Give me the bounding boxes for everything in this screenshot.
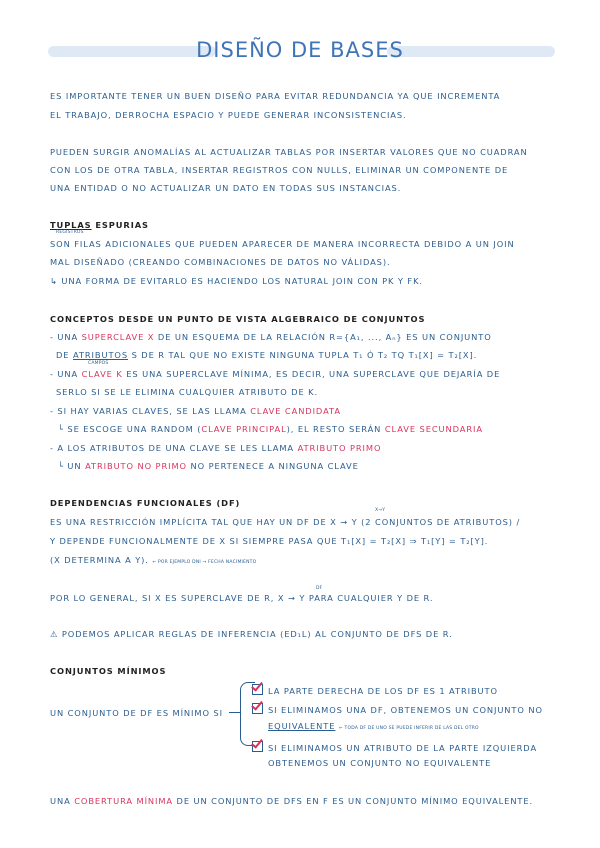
text: S DE R TAL QUE NO EXISTE NINGUNA TUPLA T₁ Ó T₂ TQ T₁[X] = T₂[X].	[131, 350, 478, 360]
clave-secundaria-term: CLAVE SECUNDARIA	[384, 424, 483, 434]
minimos-cond-3b: OBTENEMOS UN CONJUNTO NO EQUIVALENTE	[268, 758, 492, 768]
text: DE	[56, 350, 70, 360]
conceptos-line-b	[56, 351, 477, 359]
minimos-lead: UN CONJUNTO DE DF ES MÍNIMO SI	[50, 708, 223, 718]
minimos-cond-2	[252, 703, 543, 714]
minimos-cond-2b	[268, 722, 479, 732]
checkbox-checked-icon	[252, 703, 263, 714]
text: - A LOS ATRIBUTOS DE UNA CLAVE SE LES LLAMA	[50, 443, 295, 453]
df-arrow-note: X→Y	[375, 508, 386, 513]
conceptos-line-g	[50, 444, 381, 452]
tuplas-line-2: MAL DISEÑADO (CREANDO COMBINACIONES DE DATOS NO VÁLIDAS).	[50, 257, 391, 267]
checkbox-checked-icon	[252, 684, 263, 695]
text: - SI HAY VARIAS CLAVES, SE LAS LLAMA	[50, 406, 247, 416]
text: PODEMOS APLICAR REGLAS DE INFERENCIA (ED₁L) AL CONJUNTO DE DFS DE R.	[61, 629, 453, 639]
intro-line-2: EL TRABAJO, DERROCHA ESPACIO Y PUEDE GENERAR INCONSISTENCIAS.	[50, 110, 407, 120]
text: - UNA	[50, 369, 79, 379]
atributos-term: ATRIBUTOS	[72, 350, 129, 360]
tuplas-heading-word: TUPLAS	[50, 220, 92, 230]
text: LA PARTE DERECHA DE LOS DF ES 1 ATRIBUTO	[268, 686, 498, 696]
conceptos-line-e	[50, 407, 341, 415]
dependencias-heading: DEPENDENCIAS FUNCIONALES (DF)	[50, 498, 241, 508]
atributo-primo-term: ATRIBUTO PRIMO	[297, 443, 382, 453]
brace-tick	[229, 712, 240, 713]
intro-line-1: ES IMPORTANTE TENER UN BUEN DISEÑO PARA EVITAR REDUNDANCIA YA QUE INCREMENTA	[50, 91, 501, 101]
text: ), EL RESTO SERÁN	[286, 424, 382, 434]
text: - UNA	[50, 332, 79, 342]
conceptos-line-d: SERLO SI SE LE ELIMINA CUALQUIER ATRIBUTO DE K.	[56, 387, 319, 397]
atributo-no-primo-term: ATRIBUTO NO PRIMO	[85, 461, 187, 471]
text: UNA	[50, 796, 71, 806]
text: NO PERTENECE A NINGUNA CLAVE	[190, 461, 359, 471]
text: └ SE ESCOGE UNA RANDOM (	[58, 424, 202, 434]
example-note: ← POR EJEMPLO DNI → FECHA NACIMIENTO	[152, 560, 257, 565]
dependencias-line-2: Y DEPENDE FUNCIONALMENTE DE X SI SIEMPRE PASA QUE T₁[X] = T₂[X] ⇒ T₁[Y] = T₂[Y].	[50, 536, 489, 546]
minimos-heading: CONJUNTOS MÍNIMOS	[50, 666, 167, 676]
general-line: POR LO GENERAL, SI X ES SUPERCLAVE DE R, X → Y PARA CUALQUIER Y DE R.	[50, 593, 434, 603]
equivalente-note: ← TODA DF DE UNO SE PUEDE INFERIR DE LAS DEL OTRO	[338, 726, 479, 731]
dependencias-line-3	[50, 556, 256, 566]
minimos-cond-1	[252, 684, 498, 695]
conceptos-line-a	[50, 333, 492, 341]
text: SI ELIMINAMOS UN ATRIBUTO DE LA PARTE IZQUIERDA	[268, 743, 538, 753]
conceptos-line-f	[58, 425, 483, 433]
tuplas-line-3: ↳ UNA FORMA DE EVITARLO ES HACIENDO LOS NATURAL JOIN CON PK Y FK.	[50, 276, 423, 286]
campos-note: CAMPOS	[88, 361, 109, 366]
conceptos-line-h	[58, 462, 359, 470]
cobertura-minima-term: COBERTURA MÍNIMA	[74, 796, 173, 806]
minimos-cond-3	[252, 741, 537, 752]
clave-candidata-term: CLAVE CANDIDATA	[250, 406, 341, 416]
warning-line	[50, 630, 453, 638]
text: SI ELIMINAMOS UNA DF, OBTENEMOS UN CONJUNTO NO	[268, 705, 543, 715]
tuplas-line-1: SON FILAS ADICIONALES QUE PUEDEN APARECER DE MANERA INCORRECTA DEBIDO A UN JOIN	[50, 239, 515, 249]
text: ES UNA SUPERCLAVE MÍNIMA, ES DECIR, UNA SUPERCLAVE QUE DEJARÍA DE	[126, 369, 501, 379]
equivalente-term: EQUIVALENTE	[268, 721, 336, 731]
text: DE UN CONJUNTO DE DFS EN F ES UN CONJUNTO MÍNIMO EQUIVALENTE.	[176, 796, 534, 806]
cobertura-line	[50, 797, 533, 805]
text: └ UN	[58, 461, 82, 471]
warning-triangle-icon: ⚠	[50, 629, 59, 639]
anomalias-line-1: PUEDEN SURGIR ANOMALÍAS AL ACTUALIZAR TABLAS POR INSERTAR VALORES QUE NO CUADRAN	[50, 147, 528, 157]
df-label: DF	[316, 586, 323, 591]
tuplas-heading-rest: ESPURIAS	[95, 220, 149, 230]
tuplas-note: REGISTROS	[56, 230, 84, 235]
text: (X DETERMINA A Y).	[50, 555, 149, 565]
checkbox-checked-icon	[252, 741, 263, 752]
clave-principal-term: CLAVE PRINCIPAL	[201, 424, 287, 434]
superclave-term: SUPERCLAVE X	[81, 332, 155, 342]
anomalias-line-2: CON LOS DE OTRA TABLA, INSERTAR REGISTROS CON NULLS, ELIMINAR UN COMPONENTE DE	[50, 165, 509, 175]
text: DE UN ESQUEMA DE LA RELACIÓN R={A₁, ..., Aₙ} ES UN CONJUNTO	[157, 332, 492, 342]
clave-term: CLAVE K	[81, 369, 123, 379]
tuplas-heading	[50, 221, 149, 229]
conceptos-line-c	[50, 370, 500, 378]
page-title: DISEÑO DE BASES	[196, 38, 404, 62]
anomalias-line-3: UNA ENTIDAD O NO ACTUALIZAR UN DATO EN TODAS SUS INSTANCIAS.	[50, 183, 402, 193]
conceptos-heading: CONCEPTOS DESDE UN PUNTO DE VISTA ALGEBRAICO DE CONJUNTOS	[50, 314, 426, 324]
dependencias-line-1: ES UNA RESTRICCIÓN IMPLÍCITA TAL QUE HAY UN DF DE X → Y (2 CONJUNTOS DE ATRIBUTOS) /	[50, 517, 521, 527]
